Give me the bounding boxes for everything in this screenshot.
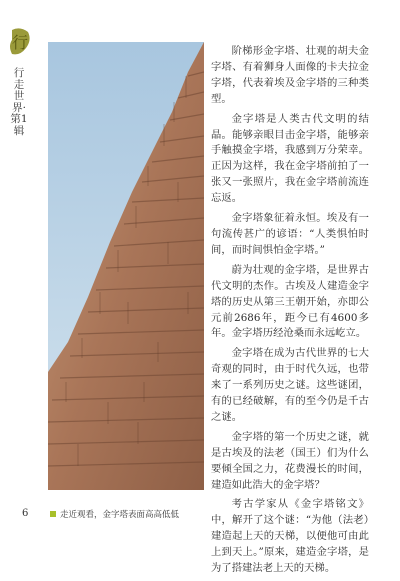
- paragraph: 金字塔的第一个历史之谜，就是古埃及的法老（国王）们为什么要倾全国之力，花费漫长的时间，建造如此浩大的金字塔？: [211, 430, 369, 491]
- caption-marker-icon: [50, 511, 56, 517]
- paragraph: 阶梯形金字塔、壮观的胡夫金字塔、有着狮身人面像的卡夫拉金字塔，代表着埃及金字塔的三种类型。: [211, 45, 369, 105]
- photo-caption: [50, 508, 179, 520]
- article-body: [211, 44, 369, 581]
- paragraph: 金字塔象征着永恒。埃及有一句流传甚广的谚语：“人类惧怕时间，而时间惧怕金字塔。”: [211, 212, 369, 256]
- paragraph: 考古学家从《金字塔铭文》中，解开了这个谜：“为他（法老）建造起上天的天梯，以便他可由此上到天上。”原来，建造金字塔，是为了搭建法老上天的天梯。: [211, 498, 369, 575]
- pyramid-photo: [48, 42, 204, 490]
- svg-text:行: 行: [11, 33, 29, 52]
- page-number: 6: [22, 508, 29, 519]
- caption-text: 走近观看，金字塔表面高高低低: [60, 510, 180, 520]
- paragraph: 金字塔是人类古代文明的结晶。能够亲眼目击金字塔，能够亲手触摸金字塔，我感到万分荣幸。正因为这样，我在金字塔前拍了一张又一张照片，我在金字塔前流连忘返。: [211, 112, 369, 205]
- paragraph: 蔚为壮观的金字塔，是世界古代文明的杰作。古埃及人建造金字塔的历史从第三王朝开始，亦即公元前2686年，距今已有4600多年。金字塔历经沧桑而永远屹立。: [211, 263, 369, 340]
- paragraph: 金字塔在成为古代世界的七大奇观的同时，由于时代久远，也带来了一系列历史之谜。这些谜团，有的已经破解，有的至今仍是千古之谜。: [211, 347, 369, 423]
- series-logo: [6, 26, 34, 60]
- series-title: 行走世界·第1辑: [10, 67, 28, 137]
